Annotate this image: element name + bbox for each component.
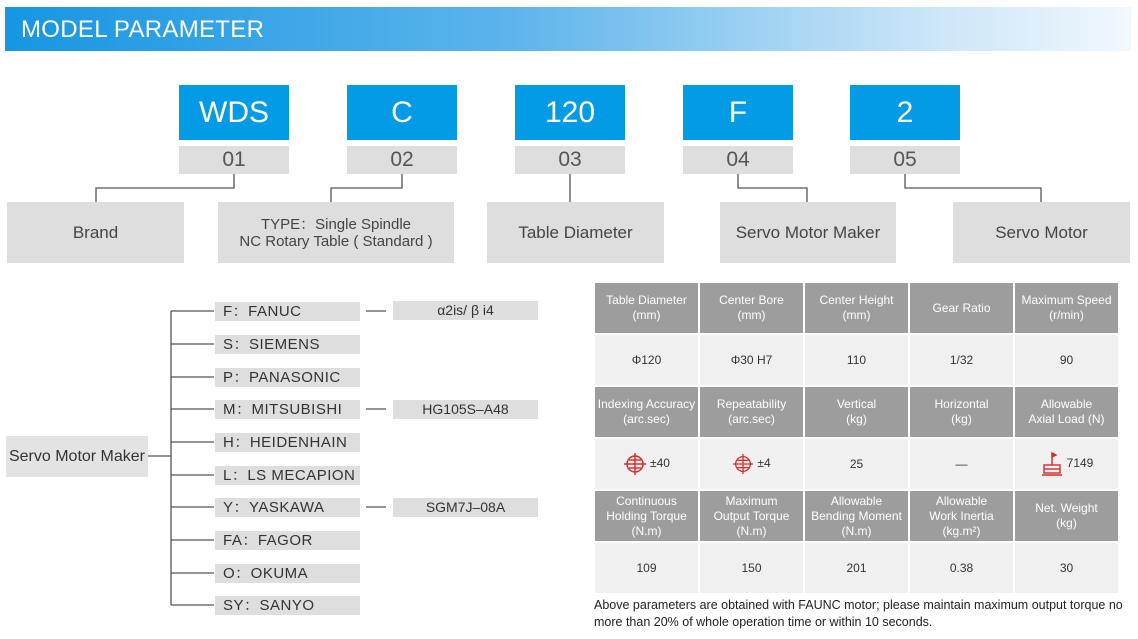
header-axial-load: Allowable Axial Load (N) bbox=[1015, 387, 1118, 437]
page-title: MODEL PARAMETER bbox=[21, 16, 265, 43]
target-crosshair-icon bbox=[732, 453, 754, 475]
desc-servo-motor: Servo Motor bbox=[953, 202, 1130, 263]
table-row bbox=[595, 335, 1118, 385]
header-indexing-accuracy: Indexing Accuracy (arc.sec) bbox=[595, 387, 698, 437]
index-box-01: 01 bbox=[179, 146, 289, 174]
servo-maker-label: Servo Motor Maker bbox=[6, 436, 148, 477]
value-vertical: 25 bbox=[805, 439, 908, 489]
maker-item-fagor: FA：FAGOR bbox=[215, 531, 360, 550]
header-bending-moment: Allowable Bending Moment (N.m) bbox=[805, 491, 908, 541]
code-box-diameter: 120 bbox=[515, 85, 625, 140]
table-row bbox=[595, 387, 1118, 437]
value-work-inertia: 0.38 bbox=[910, 543, 1013, 593]
value-axial-load bbox=[1015, 439, 1118, 489]
header-vertical: Vertical (kg) bbox=[805, 387, 908, 437]
axial-load-icon bbox=[1040, 451, 1064, 477]
maker-item-fanuc: F：FANUC bbox=[215, 302, 360, 321]
desc-table-diameter: Table Diameter bbox=[487, 202, 664, 263]
model-mitsubishi: HG105S–A48 bbox=[393, 400, 538, 419]
header-center-bore: Center Bore (mm) bbox=[700, 283, 803, 333]
maker-item-mitsubishi: M：MITSUBISHI bbox=[215, 400, 360, 419]
value-bending-moment: 201 bbox=[805, 543, 908, 593]
header-horizontal: Horizontal (kg) bbox=[910, 387, 1013, 437]
maker-item-siemens: S：SIEMENS bbox=[215, 335, 360, 354]
maker-item-sanyo: SY：SANYO bbox=[215, 596, 360, 615]
value-holding-torque: 109 bbox=[595, 543, 698, 593]
index-box-02: 02 bbox=[347, 146, 457, 174]
repeatability-text: ±4 bbox=[757, 456, 771, 471]
header-center-height: Center Height (mm) bbox=[805, 283, 908, 333]
header-max-speed: Maximum Speed (r/min) bbox=[1015, 283, 1118, 333]
maker-item-heidenhain: H：HEIDENHAIN bbox=[215, 433, 360, 452]
maker-item-okuma: O：OKUMA bbox=[215, 564, 360, 583]
header-holding-torque: Continuous Holding Torque (N.m) bbox=[595, 491, 698, 541]
value-center-height: 110 bbox=[805, 335, 908, 385]
axial-load-text: 7149 bbox=[1066, 456, 1094, 471]
desc-brand: Brand bbox=[7, 202, 184, 263]
parameter-table bbox=[593, 281, 1120, 595]
index-box-04: 04 bbox=[683, 146, 793, 174]
header-net-weight: Net. Weight (kg) bbox=[1015, 491, 1118, 541]
table-row bbox=[595, 439, 1118, 489]
desc-type: TYPE：Single Spindle NC Rotary Table ( Standard ) bbox=[218, 202, 454, 263]
value-net-weight: 30 bbox=[1015, 543, 1118, 593]
header-output-torque: Maximum Output Torque (N.m) bbox=[700, 491, 803, 541]
header-gear-ratio: Gear Ratio bbox=[910, 283, 1013, 333]
indexing-accuracy-text: ±40 bbox=[650, 456, 670, 471]
header-table-diameter: Table Diameter (mm) bbox=[595, 283, 698, 333]
code-box-type: C bbox=[347, 85, 457, 140]
value-horizontal: — bbox=[910, 439, 1013, 489]
maker-item-yaskawa: Y：YASKAWA bbox=[215, 498, 360, 517]
footnote: Above parameters are obtained with FAUNC motor; please maintain maximum output torque no more than 20% of whole operation time or within 10 seconds. bbox=[594, 598, 1123, 629]
value-center-bore: Φ30 H7 bbox=[700, 335, 803, 385]
value-max-speed: 90 bbox=[1015, 335, 1118, 385]
table-row bbox=[595, 283, 1118, 333]
desc-servo-maker: Servo Motor Maker bbox=[720, 202, 896, 263]
model-yaskawa: SGM7J–08A bbox=[393, 498, 538, 517]
code-box-motor: 2 bbox=[850, 85, 960, 140]
code-box-brand: WDS bbox=[179, 85, 289, 140]
value-gear-ratio: 1/32 bbox=[910, 335, 1013, 385]
value-indexing-accuracy bbox=[595, 439, 698, 489]
header-repeatability: Repeatability (arc.sec) bbox=[700, 387, 803, 437]
table-row bbox=[595, 491, 1118, 541]
code-box-maker: F bbox=[683, 85, 793, 140]
index-box-03: 03 bbox=[515, 146, 625, 174]
maker-item-ls-mecapion: L：LS MECAPION bbox=[215, 466, 360, 485]
maker-item-panasonic: P：PANASONIC bbox=[215, 368, 360, 387]
target-crosshair-icon bbox=[623, 452, 647, 476]
table-row bbox=[595, 543, 1118, 593]
value-table-diameter: Φ120 bbox=[595, 335, 698, 385]
model-fanuc: α2is/ β i4 bbox=[393, 301, 538, 320]
value-output-torque: 150 bbox=[700, 543, 803, 593]
header-work-inertia: Allowable Work Inertia (kg.m²) bbox=[910, 491, 1013, 541]
index-box-05: 05 bbox=[850, 146, 960, 174]
value-repeatability bbox=[700, 439, 803, 489]
